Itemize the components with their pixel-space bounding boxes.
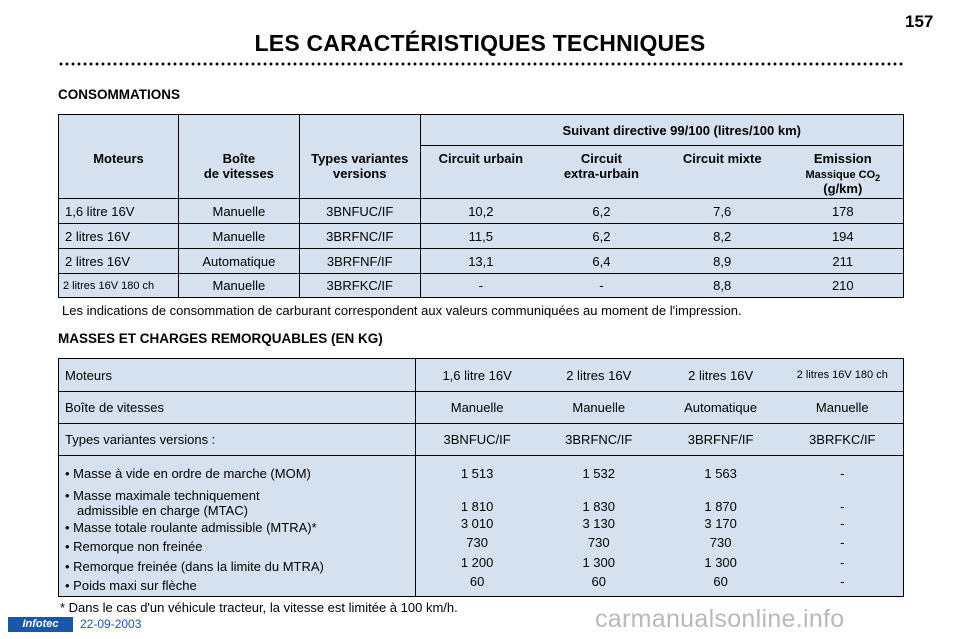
consumption-row: 2 litres 16V Automatique 3BRFNF/IF 13,1 6,4 8,9 211 [59, 249, 904, 274]
masses-heading: MASSES ET CHARGES REMORQUABLES (EN KG) [58, 331, 383, 346]
masses-values-col: - - - - - - [782, 456, 904, 597]
header-types: Types variantes versions [299, 146, 420, 199]
consumption-note: Les indications de consommation de carburant correspondent aux valeurs communiquées au moment de l'impression. [62, 303, 742, 318]
consumption-row: 2 litres 16V Manuelle 3BRFNC/IF 11,5 6,2 8,2 194 [59, 224, 904, 249]
consumption-heading: CONSOMMATIONS [58, 87, 180, 102]
masses-values-row [59, 456, 904, 597]
consumption-table [58, 114, 904, 298]
masses-values-col: 1 563 1 870 3 170 730 1 300 60 [660, 456, 782, 597]
masses-engine-row: Moteurs 1,6 litre 16V 2 litres 16V 2 litres 16V 2 litres 16V 180 ch [59, 359, 904, 392]
masses-types-row: Types variantes versions : 3BNFUC/IF 3BRFNC/IF 3BRFNF/IF 3BRFKC/IF [59, 424, 904, 456]
masses-footnote: * Dans le cas d'un véhicule tracteur, la vitesse est limitée à 100 km/h. [60, 600, 458, 615]
masses-table [58, 358, 904, 597]
directive-row [59, 115, 904, 146]
page-number: 157 [905, 12, 934, 31]
masses-gearbox-row: Boîte de vitesses Manuelle Manuelle Automatique Manuelle [59, 392, 904, 424]
masses-item-labels: • Masse à vide en ordre de marche (MOM) • Masse maximale techniquement admissible en charge (MTAC) • Masse totale roulante admissible (MTRA)* • Remorque non freinée • Remorque freinée (dans la limite du MTRA) • Poids maxi sur flèche [59, 456, 416, 597]
header-mixed: Circuit mixte [662, 146, 783, 199]
watermark: carmanualsonline.info [595, 605, 845, 633]
consumption-row: 1,6 litre 16V Manuelle 3BNFUC/IF 10,2 6,2 7,6 178 [59, 199, 904, 224]
header-extra-urban: Circuit extra-urbain [541, 146, 662, 199]
consumption-header-row [59, 146, 904, 199]
print-date: 22-09-2003 [80, 617, 142, 631]
consumption-row: 2 litres 16V 180 ch Manuelle 3BRFKC/IF - - 8,8 210 [59, 274, 904, 298]
masses-values-col: 1 513 1 810 3 010 730 1 200 60 [416, 456, 538, 597]
directive-label: Suivant directive 99/100 (litres/100 km) [420, 115, 903, 146]
infotec-logo: Infotec [8, 617, 73, 632]
header-urban: Circuit urbain [420, 146, 541, 199]
page-title: LES CARACTÉRISTIQUES TECHNIQUES [254, 30, 706, 56]
header-gearbox: Boîte de vitesses [178, 146, 299, 199]
dotted-divider [58, 62, 904, 66]
masses-values-col: 1 532 1 830 3 130 730 1 300 60 [538, 456, 660, 597]
header-engine: Moteurs [59, 146, 179, 199]
header-emission: Emission Massique $CO_2$ (g/km) [783, 146, 904, 199]
